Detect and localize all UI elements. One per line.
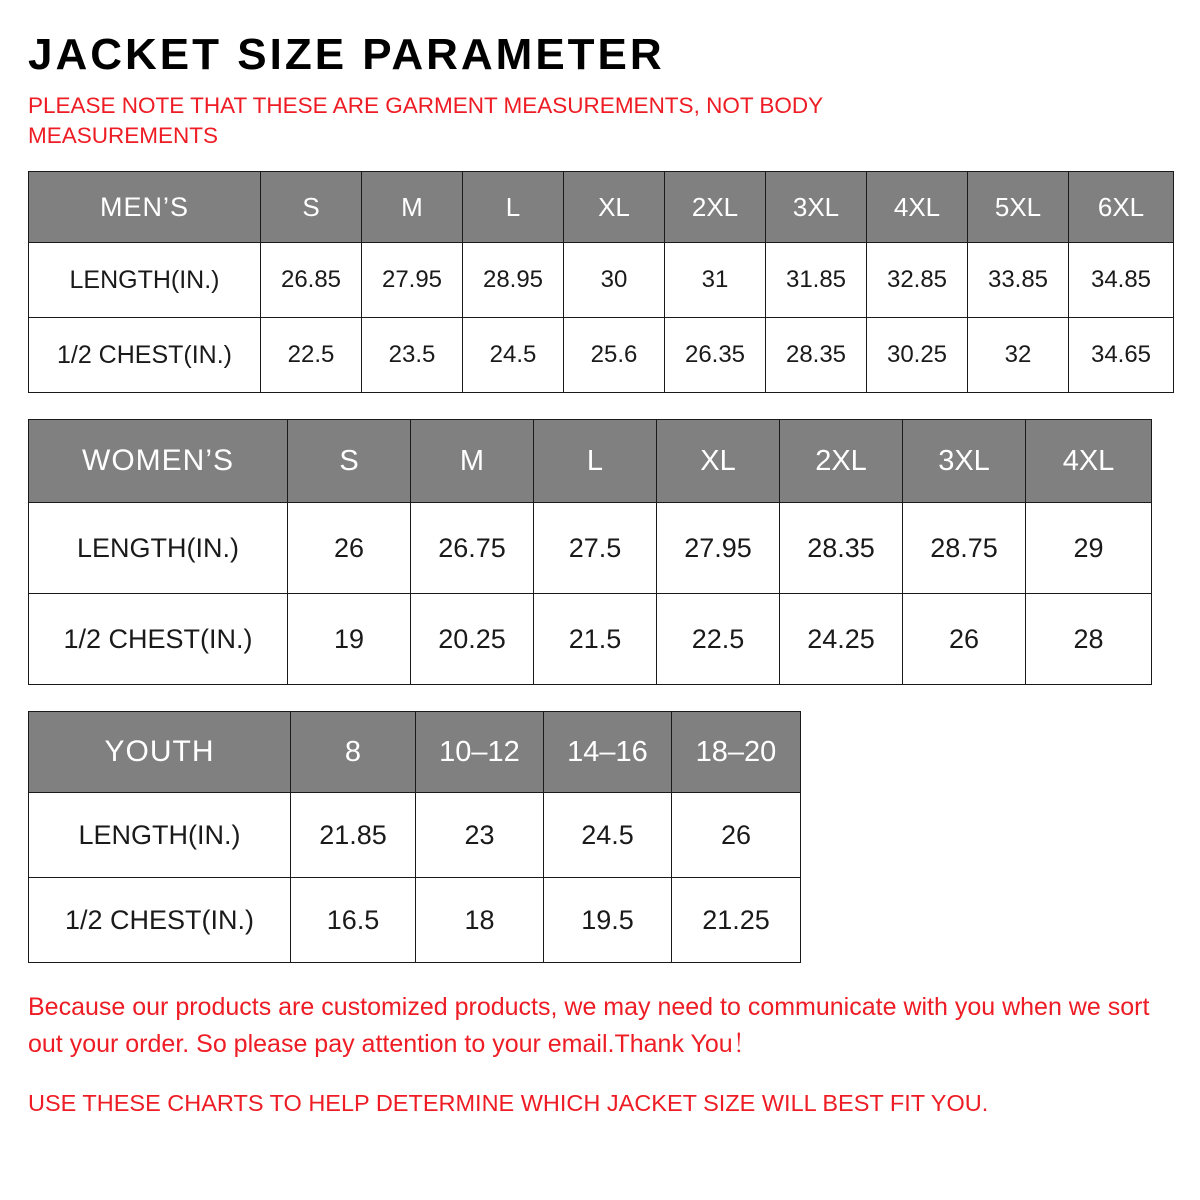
youth-chest-8: 16.5: [291, 878, 416, 963]
table-row: [29, 878, 801, 963]
mens-length-label: LENGTH(IN.): [29, 243, 261, 318]
mens-chest-6xl: 34.65: [1069, 318, 1174, 393]
youth-chest-14-16: 19.5: [544, 878, 672, 963]
mens-length-l: 28.95: [463, 243, 564, 318]
table-row: [29, 243, 1174, 318]
womens-chest-m: 20.25: [411, 594, 534, 685]
mens-size-3xl: 3XL: [766, 172, 867, 243]
mens-header-label: MEN’S: [29, 172, 261, 243]
youth-header-label: YOUTH: [29, 712, 291, 793]
table-header-row: [29, 420, 1152, 503]
mens-length-6xl: 34.85: [1069, 243, 1174, 318]
mens-chest-5xl: 32: [968, 318, 1069, 393]
womens-chest-4xl: 28: [1026, 594, 1152, 685]
mens-chest-4xl: 30.25: [867, 318, 968, 393]
womens-length-s: 26: [288, 503, 411, 594]
womens-chest-3xl: 26: [903, 594, 1026, 685]
mens-chest-2xl: 26.35: [665, 318, 766, 393]
womens-size-xl: XL: [657, 420, 780, 503]
womens-length-m: 26.75: [411, 503, 534, 594]
mens-size-4xl: 4XL: [867, 172, 968, 243]
customization-note: Because our products are customized products, we may need to communicate with you when we sort out your order. So please pay attention to your email.Thank You！: [28, 993, 1150, 1058]
womens-chest-s: 19: [288, 594, 411, 685]
youth-size-18-20: 18–20: [672, 712, 801, 793]
youth-length-8: 21.85: [291, 793, 416, 878]
mens-chest-label: 1/2 CHEST(IN.): [29, 318, 261, 393]
youth-chest-18-20: 21.25: [672, 878, 801, 963]
womens-header-label: WOMEN’S: [29, 420, 288, 503]
youth-length-10-12: 23: [416, 793, 544, 878]
table-row: [29, 594, 1152, 685]
mens-length-xl: 30: [564, 243, 665, 318]
mens-size-m: M: [362, 172, 463, 243]
chart-usage-note: USE THESE CHARTS TO HELP DETERMINE WHICH JACKET SIZE WILL BEST FIT YOU.: [28, 1089, 989, 1116]
youth-size-table: [28, 711, 801, 963]
mens-chest-l: 24.5: [463, 318, 564, 393]
mens-size-xl: XL: [564, 172, 665, 243]
table-row: [29, 318, 1174, 393]
womens-size-3xl: 3XL: [903, 420, 1026, 503]
table-header-row: [29, 712, 801, 793]
page-title: JACKET SIZE PARAMETER: [28, 30, 665, 79]
mens-length-s: 26.85: [261, 243, 362, 318]
womens-size-m: M: [411, 420, 534, 503]
mens-size-l: L: [463, 172, 564, 243]
womens-length-label: LENGTH(IN.): [29, 503, 288, 594]
youth-chest-10-12: 18: [416, 878, 544, 963]
womens-chest-xl: 22.5: [657, 594, 780, 685]
womens-length-2xl: 28.35: [780, 503, 903, 594]
mens-length-m: 27.95: [362, 243, 463, 318]
womens-size-l: L: [534, 420, 657, 503]
youth-length-18-20: 26: [672, 793, 801, 878]
youth-length-14-16: 24.5: [544, 793, 672, 878]
youth-size-14-16: 14–16: [544, 712, 672, 793]
womens-size-s: S: [288, 420, 411, 503]
womens-length-l: 27.5: [534, 503, 657, 594]
mens-size-6xl: 6XL: [1069, 172, 1174, 243]
table-header-row: [29, 172, 1174, 243]
mens-chest-m: 23.5: [362, 318, 463, 393]
mens-chest-3xl: 28.35: [766, 318, 867, 393]
womens-size-2xl: 2XL: [780, 420, 903, 503]
womens-size-table: [28, 419, 1152, 685]
womens-chest-label: 1/2 CHEST(IN.): [29, 594, 288, 685]
womens-length-3xl: 28.75: [903, 503, 1026, 594]
womens-length-xl: 27.95: [657, 503, 780, 594]
mens-size-2xl: 2XL: [665, 172, 766, 243]
youth-size-8: 8: [291, 712, 416, 793]
table-row: [29, 793, 801, 878]
youth-size-10-12: 10–12: [416, 712, 544, 793]
mens-chest-s: 22.5: [261, 318, 362, 393]
mens-length-2xl: 31: [665, 243, 766, 318]
table-row: [29, 503, 1152, 594]
womens-size-4xl: 4XL: [1026, 420, 1152, 503]
mens-size-table: [28, 171, 1174, 393]
measurement-note: PLEASE NOTE THAT THESE ARE GARMENT MEASUREMENTS, NOT BODY MEASUREMENTS: [28, 92, 823, 148]
mens-size-s: S: [261, 172, 362, 243]
mens-length-4xl: 32.85: [867, 243, 968, 318]
mens-size-5xl: 5XL: [968, 172, 1069, 243]
youth-length-label: LENGTH(IN.): [29, 793, 291, 878]
womens-length-4xl: 29: [1026, 503, 1152, 594]
womens-chest-l: 21.5: [534, 594, 657, 685]
womens-chest-2xl: 24.25: [780, 594, 903, 685]
mens-chest-xl: 25.6: [564, 318, 665, 393]
mens-length-5xl: 33.85: [968, 243, 1069, 318]
youth-chest-label: 1/2 CHEST(IN.): [29, 878, 291, 963]
mens-length-3xl: 31.85: [766, 243, 867, 318]
